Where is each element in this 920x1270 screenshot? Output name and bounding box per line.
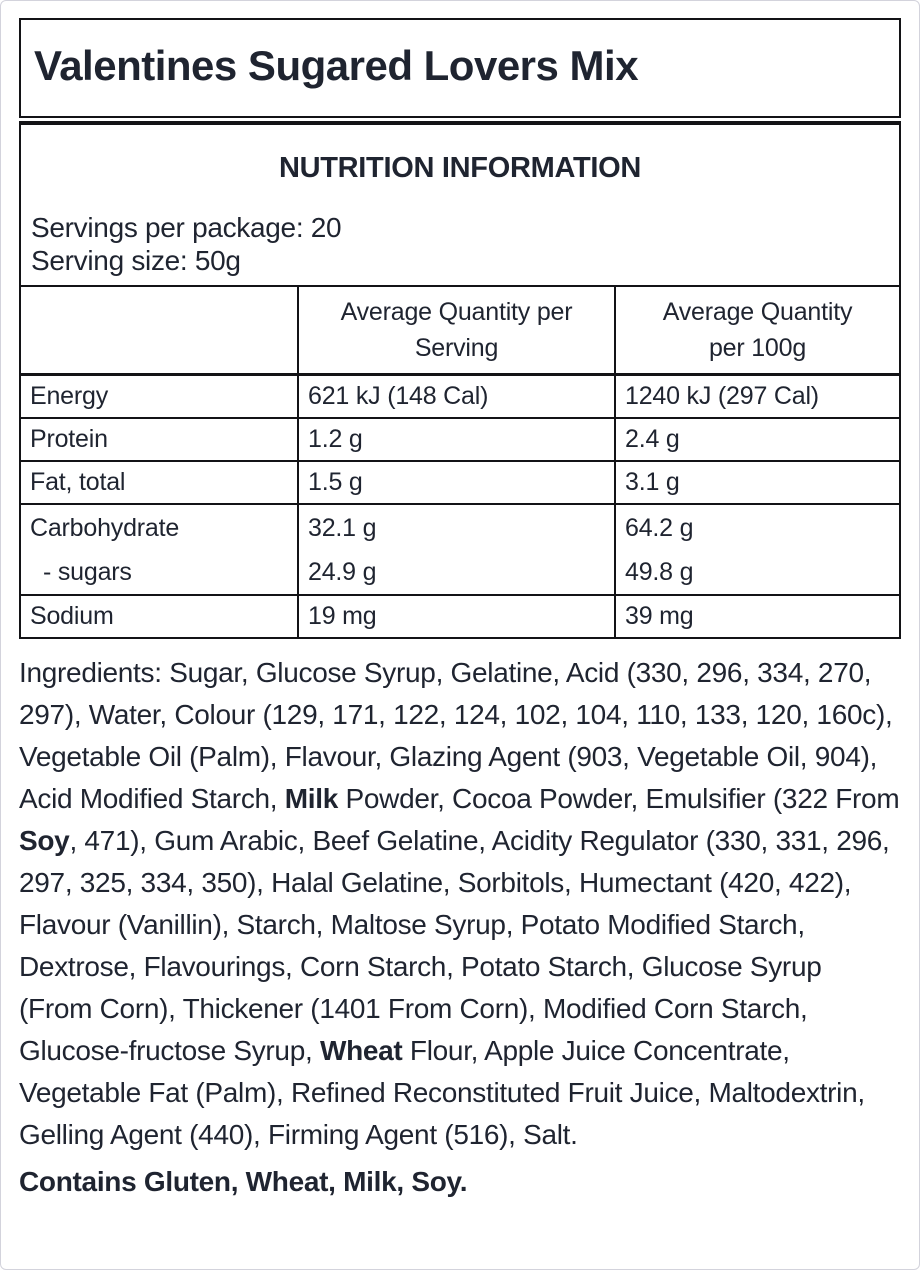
ingredients-text: Ingredients: Sugar, Glucose Syrup, Gelatine, Acid (330, 296, 334, 270, 297), Water, Colour (129, 171, 122, 124, 102, 104, 110, 133, 120, 160c), Vegetable Oil (Palm), Flavour, Glazing Agent (903, Vegetable Oil, 904), Acid Modified Starch, Milk Powder, Cocoa Powder, Emulsifier (322 From Soy, 471), Gum Arabic, Beef Gelatine, Acidity Regulator (330, 331, 296, 297, 325, 334, 350), Halal Gelatine, Sorbitols, Humectant (420, 422), Flavour (Vanillin), Starch, Maltose Syrup, Potato Modified Starch, Dextrose, Flavourings, Corn Starch, Potato Starch, Glucose Syrup (From Corn), Thickener (1401 From Corn), Modified Corn Starch, Glucose-fructose Syrup, Wheat Flour, Apple Juice Concentrate, Vegetable Fat (Palm), Refined Reconstituted Fruit Juice, Maltodextrin, Gelling Agent (440), Firming Agent (516), Salt. bbox=[19, 657, 900, 1150]
nutrient-per-serving: 19 mg bbox=[298, 595, 615, 638]
product-title: Valentines Sugared Lovers Mix bbox=[34, 42, 639, 89]
product-title-box bbox=[19, 18, 901, 118]
carbohydrate-per-serving: 32.1 g bbox=[308, 514, 377, 542]
nutrient-per-100g: 2.4 g bbox=[615, 418, 900, 461]
column-header-per-serving: Average Quantity per Serving bbox=[298, 286, 615, 375]
nutrient-label bbox=[20, 504, 298, 595]
nutrient-label: Protein bbox=[20, 418, 298, 461]
carbohydrate-label: Carbohydrate bbox=[30, 514, 180, 542]
column-header-per-100g: Average Quantity per 100g bbox=[615, 286, 900, 375]
table-row-energy bbox=[20, 375, 900, 419]
sugars-label: - sugars bbox=[43, 558, 132, 586]
column-header-blank bbox=[20, 286, 298, 375]
table-header-row bbox=[20, 286, 900, 375]
nutrient-per-serving: 1.5 g bbox=[298, 461, 615, 504]
serving-size-text: Serving size: 50g bbox=[31, 245, 241, 276]
table-row-sodium bbox=[20, 595, 900, 638]
nutrition-intro-row bbox=[20, 123, 900, 286]
servings-per-package-text: Servings per package: 20 bbox=[31, 212, 342, 243]
nutrient-per-serving: 621 kJ (148 Cal) bbox=[298, 375, 615, 419]
nutrient-label: Energy bbox=[20, 375, 298, 419]
nutrient-per-serving: 1.2 g bbox=[298, 418, 615, 461]
carbohydrate-per-100g: 64.2 g bbox=[625, 514, 694, 542]
nutrient-per-100g: 3.1 g bbox=[615, 461, 900, 504]
nutrition-intro-cell bbox=[20, 123, 900, 286]
nutrient-per-100g bbox=[615, 504, 900, 595]
nutrient-label: Sodium bbox=[20, 595, 298, 638]
table-row-protein bbox=[20, 418, 900, 461]
sugars-per-100g: 49.8 g bbox=[625, 558, 694, 586]
nutrient-per-100g: 1240 kJ (297 Cal) bbox=[615, 375, 900, 419]
sugars-per-serving: 24.9 g bbox=[308, 558, 377, 586]
nutrition-heading: NUTRITION INFORMATION bbox=[278, 152, 642, 184]
nutrition-table bbox=[19, 121, 901, 639]
table-row-fat-total bbox=[20, 461, 900, 504]
nutrient-per-serving bbox=[298, 504, 615, 595]
nutrient-per-100g: 39 mg bbox=[615, 595, 900, 638]
table-row-carbohydrate bbox=[20, 504, 900, 595]
nutrient-label: Fat, total bbox=[20, 461, 298, 504]
allergen-contains-text: Contains Gluten, Wheat, Milk, Soy. bbox=[19, 1166, 468, 1197]
